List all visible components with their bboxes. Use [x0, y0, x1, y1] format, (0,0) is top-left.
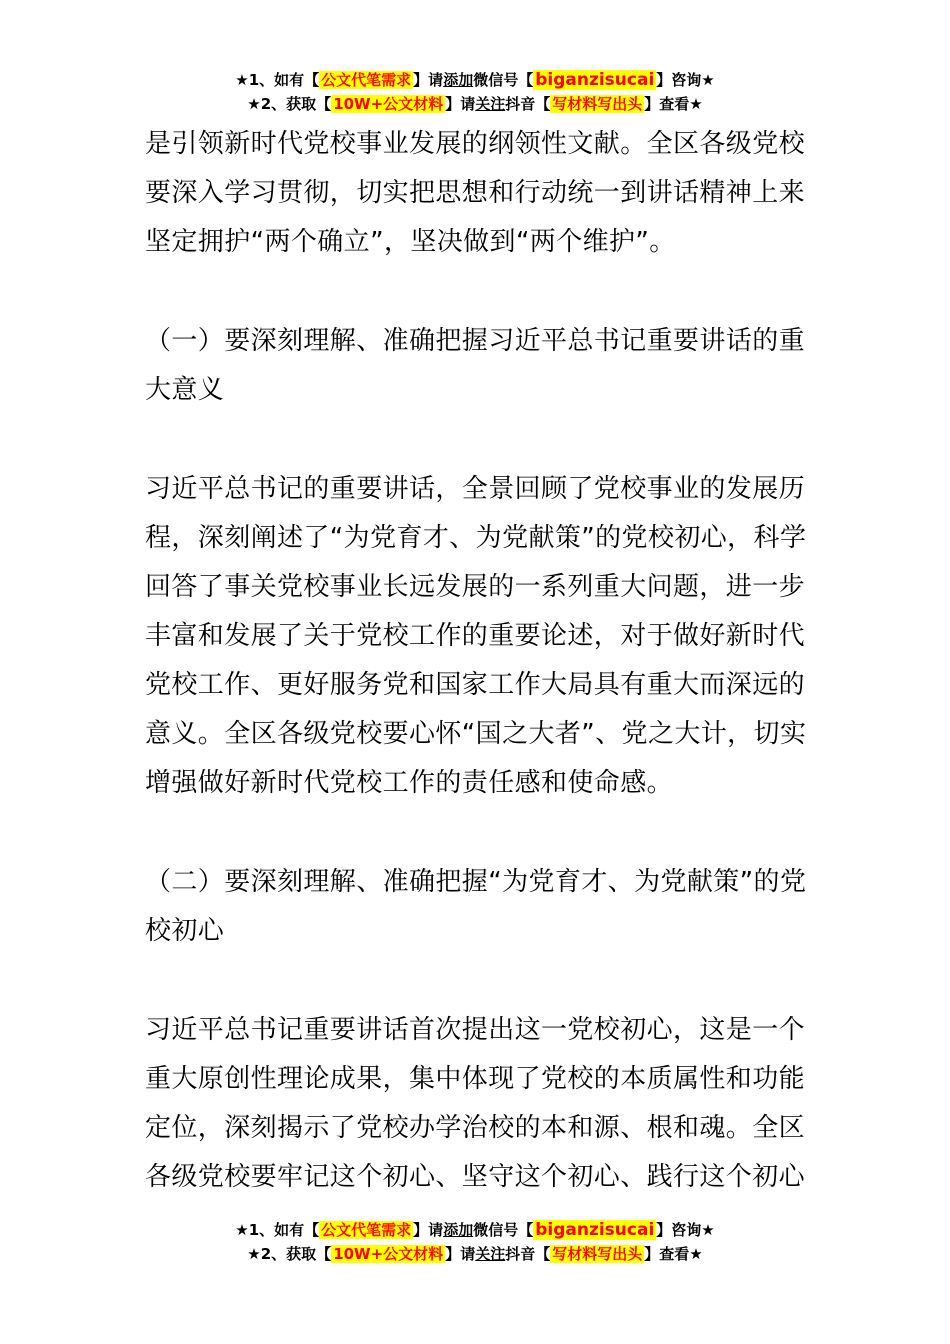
document-body: [145, 120, 810, 1202]
paragraph-2: 习近平总书记的重要讲话，全景回顾了党校事业的发展历程，深刻阐述了“为党育才、为党献策”的党校初心，科学回答了事关党校事业长远发展的一系列重大问题，进一步丰富和发展了关于党校工作的重要论述，对于做好新时代党校工作、更好服务党和国家工作大局具有重大而深远的意义。全区各级党校要心怀“国之大者”、党之大计，切实增强做好新时代党校工作的责任感和使命感。: [145, 474, 807, 798]
highlight-wechat-id: biganzisucai: [535, 1220, 655, 1240]
highlight-wechat-id: biganzisucai: [535, 70, 655, 90]
highlight-service: 公文代笔需求: [321, 71, 412, 89]
footer-banner: [0, 1218, 950, 1266]
footer-line-1: ★1、如有【 公文代笔需求 】请添加微信号【 biganzisucai 】咨询★: [235, 1220, 715, 1240]
highlight-service: 公文代笔需求: [321, 1221, 412, 1239]
highlight-douyin: 写材料写出头: [552, 95, 643, 113]
header-banner: [0, 68, 950, 116]
paragraph-3: 习近平总书记重要讲话首次提出这一党校初心，这是一个重大原创性理论成果，集中体现了党校的本质属性和功能定位，深刻揭示了党校办学治校的本和源、根和魂。全区各级党校要牢记这个初心、坚守这个初心、践行这个初心: [145, 1015, 806, 1192]
highlight-materials: 10W+公文材料: [333, 95, 444, 113]
footer-line-2: ★2、获取【 10W+公文材料 】请关注抖音【 写材料写出头 】查看★: [247, 1245, 703, 1263]
banner-line-2: ★2、获取【 10W+公文材料 】请关注抖音【 写材料写出头 】查看★: [247, 95, 703, 113]
highlight-materials: 10W+公文材料: [333, 1245, 444, 1263]
section-heading-1: （一）要深刻理解、准确把握习近平总书记重要讲话的重大意义: [145, 326, 806, 405]
paragraph-1: 是引领新时代党校事业发展的纲领性文献。全区各级党校要深入学习贯彻，切实把思想和行动统一到讲话精神上来坚定拥护“两个确立”，坚决做到“两个维护”。: [145, 129, 806, 257]
section-heading-2: （二）要深刻理解、准确把握“为党育才、为党献策”的党校初心: [145, 867, 807, 946]
banner-line-1: ★1、如有【 公文代笔需求 】请添加微信号【 biganzisucai 】咨询★: [235, 70, 715, 90]
highlight-douyin: 写材料写出头: [552, 1245, 643, 1263]
